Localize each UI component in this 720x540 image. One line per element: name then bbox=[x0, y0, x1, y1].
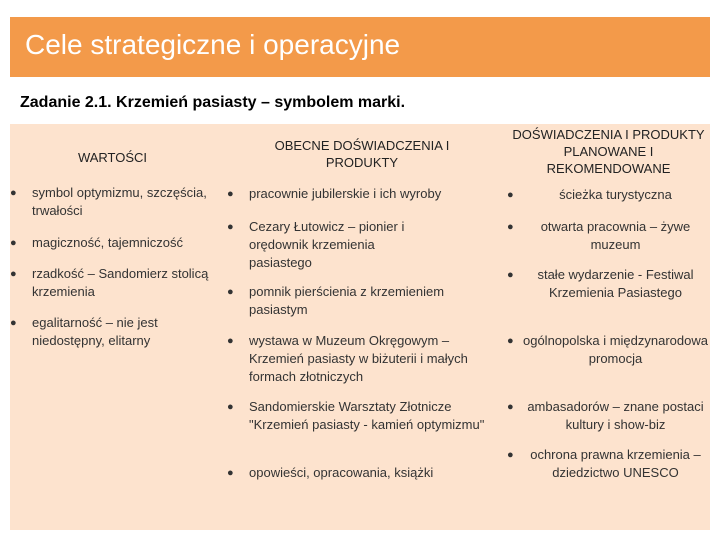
bullet-icon: ● bbox=[227, 467, 234, 479]
column-current: OBECNE DOŚWIADCZENIA I PRODUKTY ● pracownie jubilerskie i ich wyroby ● Cezary Łutowicz – pionier i orędownik krzemienia pasiastego ● pomnik pierścienia z krzemieniem pasiastym ● wystawa w Muzeum Okręgowym – Krzemień pasiasty w biżuterii i małych formach złotniczych ● Sandomierskie Warsztaty Złotnicze "Krzemień pasiasty - kamień optymizmu" ● opowieści, opracowania, książki bbox=[227, 138, 485, 480]
task-subtitle: Zadanie 2.1. Krzemień pasiasty – symbolem marki. bbox=[20, 94, 406, 111]
bullet-icon: ● bbox=[10, 237, 17, 249]
bullet-icon: ● bbox=[507, 449, 514, 461]
column-header-planned: DOŚWIADCZENIA I PRODUKTY PLANOWANE I REKOMENDOWANE bbox=[512, 127, 705, 176]
title-bar bbox=[10, 17, 710, 77]
bullet-icon: ● bbox=[507, 335, 514, 347]
bullet-icon: ● bbox=[227, 221, 234, 233]
bullet-icon: ● bbox=[507, 269, 514, 281]
column-header-current: OBECNE DOŚWIADCZENIA I PRODUKTY bbox=[274, 138, 450, 170]
column-planned: DOŚWIADCZENIA I PRODUKTY PLANOWANE I REKOMENDOWANE ● ścieżka turystyczna ● otwarta pracownia – żywe muzeum ● stałe wydarzenie - Festiwal Krzemienia Pasiastego ● ogólnopolska i międzynarodowa promocja ● ambasadorów – znane postaci kultury i show-biz ● ochrona prawna krzemienia – dziedzictwo UNESCO bbox=[507, 127, 708, 480]
page-title: Cele strategiczne i operacyjne bbox=[25, 29, 401, 60]
bullet-icon: ● bbox=[10, 317, 17, 329]
bullet-icon: ● bbox=[507, 189, 514, 201]
bullet-icon: ● bbox=[227, 188, 234, 200]
column-header-values: WARTOŚCI bbox=[77, 150, 148, 165]
column-values: WARTOŚCI ● symbol optymizmu, szczęścia, trwałości ● magiczność, tajemniczość ● rzadkość – Sandomierz stolicą krzemienia ● egalitarność – nie jest niedostępny, elitarny bbox=[10, 124, 215, 530]
bullet-icon: ● bbox=[10, 268, 17, 280]
bullet-icon: ● bbox=[10, 187, 17, 199]
bullet-icon: ● bbox=[507, 401, 514, 413]
bullet-icon: ● bbox=[227, 286, 234, 298]
goals-table bbox=[10, 124, 710, 530]
bullet-icon: ● bbox=[227, 401, 234, 413]
bullet-icon: ● bbox=[227, 335, 234, 347]
bullet-icon: ● bbox=[507, 221, 514, 233]
